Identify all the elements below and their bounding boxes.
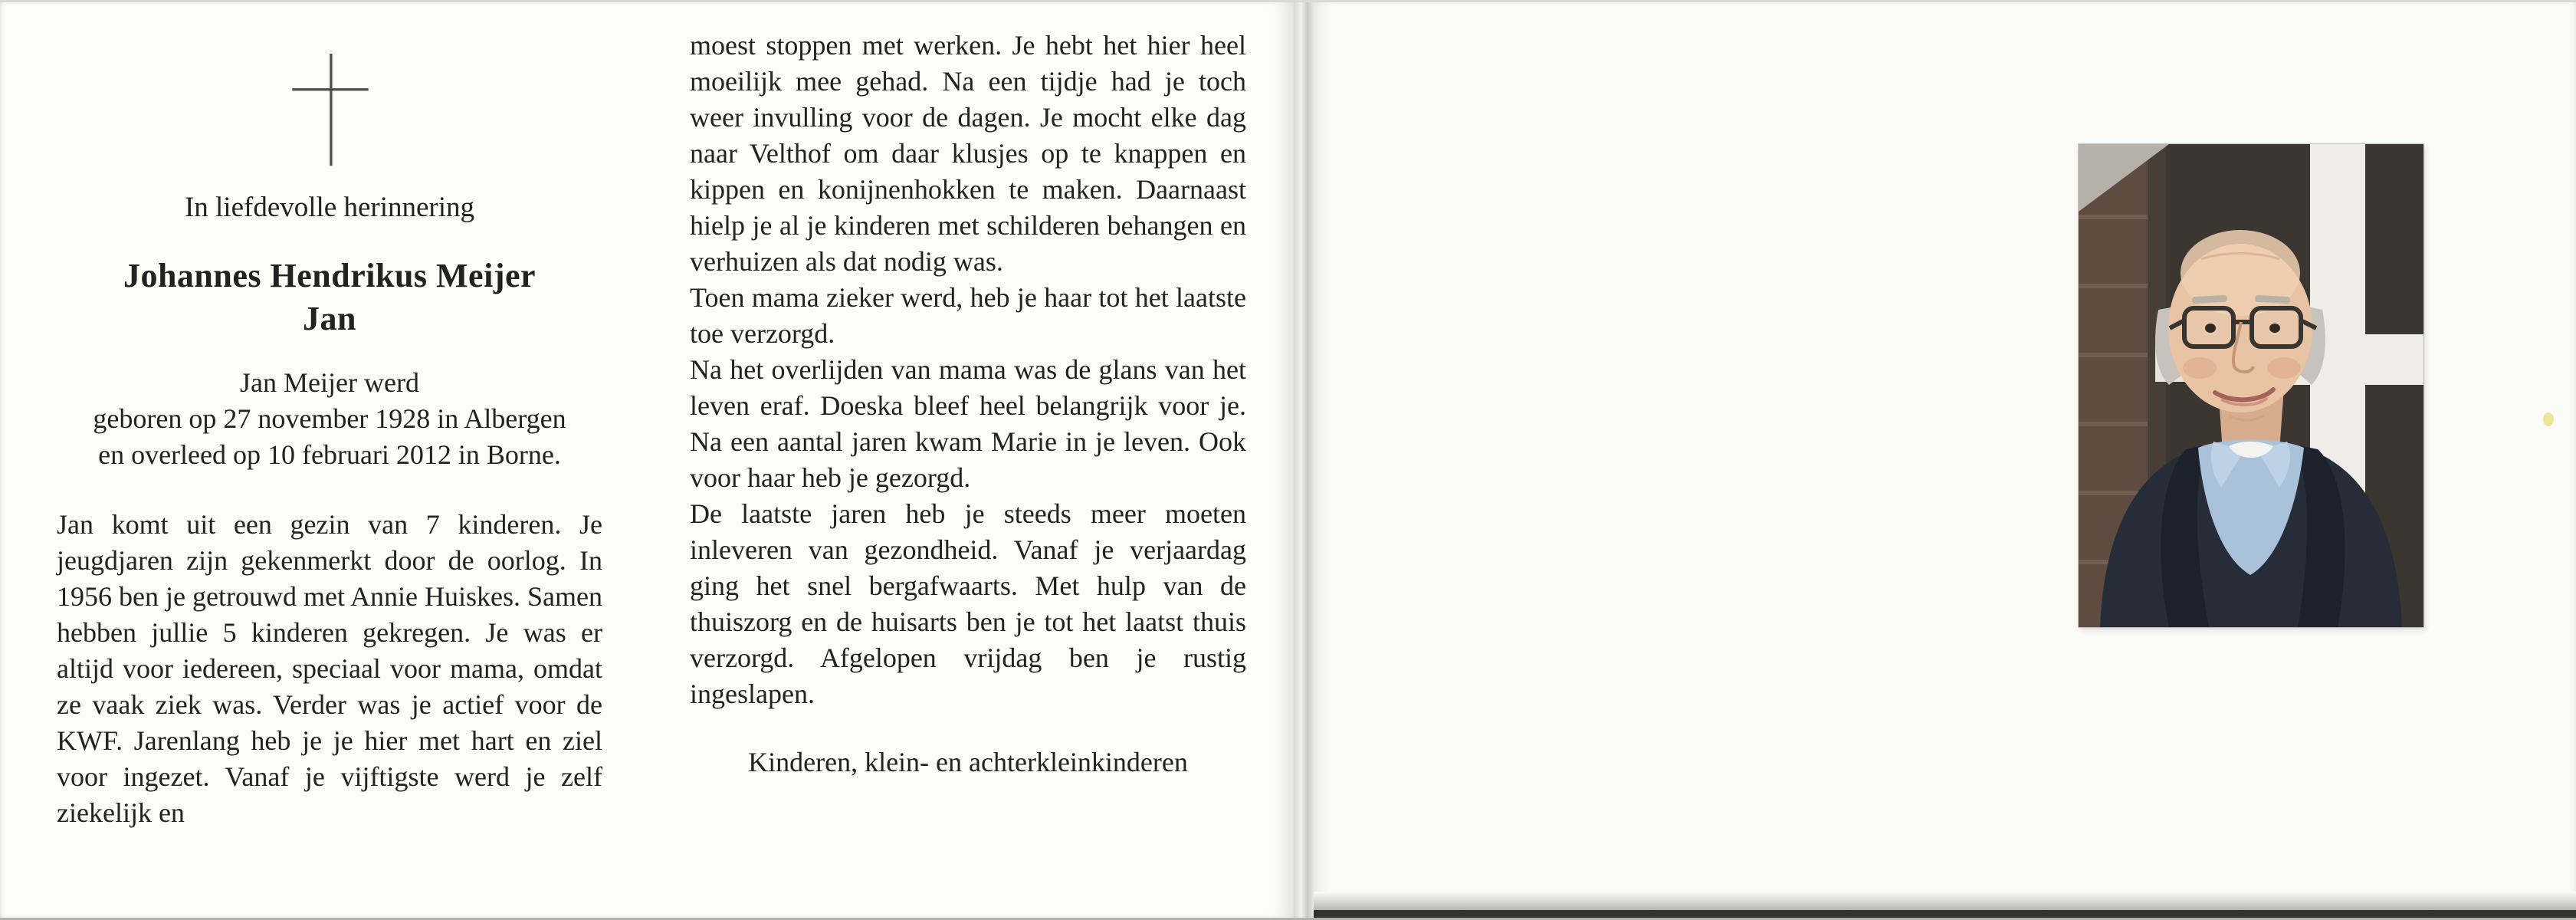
- header-line: In liefdevolle herinnering: [184, 192, 475, 223]
- memorial-cross-icon: [57, 49, 602, 172]
- scan-bottom-gray-edge: [1314, 892, 2576, 910]
- scan-top-edge: [0, 0, 2576, 2]
- portrait-photo: [2079, 144, 2423, 627]
- intro-line-2: geboren op 27 november 1928 in Albergen: [93, 403, 566, 434]
- intro-line-3: en overleed op 10 februari 2012 in Borne.: [98, 439, 561, 470]
- card-outer-right-page: [1314, 0, 2576, 920]
- deceased-name-block: [57, 255, 602, 340]
- portrait-illustration: [2079, 144, 2423, 627]
- biography-paragraph-1: Jan komt uit een gezin van 7 kinderen. Je jeugdjaren zijn gekenmerkt door de oorlog. In 1956 ben je getrouwd met Annie Huiskes. Samen hebben jullie 5 kinderen gekregen. Je was er altijd voor iedereen, speciaal voor mama, omdat ze vaak ziek was. Verder was je actief voor de KWF. Jarenlang heb je je hier met hart en ziel voor ingezet. Vanaf je vijftigste werd je zelf ziekelijk en: [57, 509, 602, 828]
- birth-death-block: [57, 365, 602, 473]
- scan-speck-artifact: [2543, 412, 2554, 426]
- closing-signature: Kinderen, klein- en achterkleinkinderen: [748, 747, 1188, 777]
- page-fold-gap: [1294, 0, 1314, 920]
- intro-line-1: Jan Meijer werd: [240, 367, 419, 398]
- biography-paragraph-5: De laatste jaren heb je steeds meer moeten inleveren van gezondheid. Vanaf je verjaardag ging het snel bergafwaarts. Met hulp van de thuiszorg en de huisarts ben je tot het laatst thuis verzorgd. Afgelopen vrijdag ben je rustig ingeslapen.: [690, 498, 1246, 709]
- biography-paragraph-4: Na het overlijden van mama was de glans van het leven eraf. Doeska bleef heel belangrijk voor je. Na een aantal jaren kwam Marie in je leven. Ook voor haar heb je gezorgd.: [690, 354, 1246, 493]
- deceased-name: Johannes Hendrikus Meijer: [123, 257, 537, 294]
- deceased-nickname: Jan: [303, 300, 356, 337]
- text-column-right: [690, 28, 1246, 780]
- text-column-left: [57, 49, 602, 831]
- scan-bottom-dark-edge: [1314, 910, 2576, 918]
- biography-paragraph-3: Toen mama zieker werd, heb je haar tot het laatste toe verzorgd.: [690, 282, 1246, 349]
- biography-paragraph-2: moest stoppen met werken. Je hebt het hier heel moeilijk mee gehad. Na een tijdje had je toch weer invulling voor de dagen. Je mocht elke dag naar Velthof om daar klusjes op te knappen en kippen en konijnenhokken te maken. Daarnaast hielp je al je kinderen met schilderen behangen en verhuizen als dat nodig was.: [690, 30, 1246, 277]
